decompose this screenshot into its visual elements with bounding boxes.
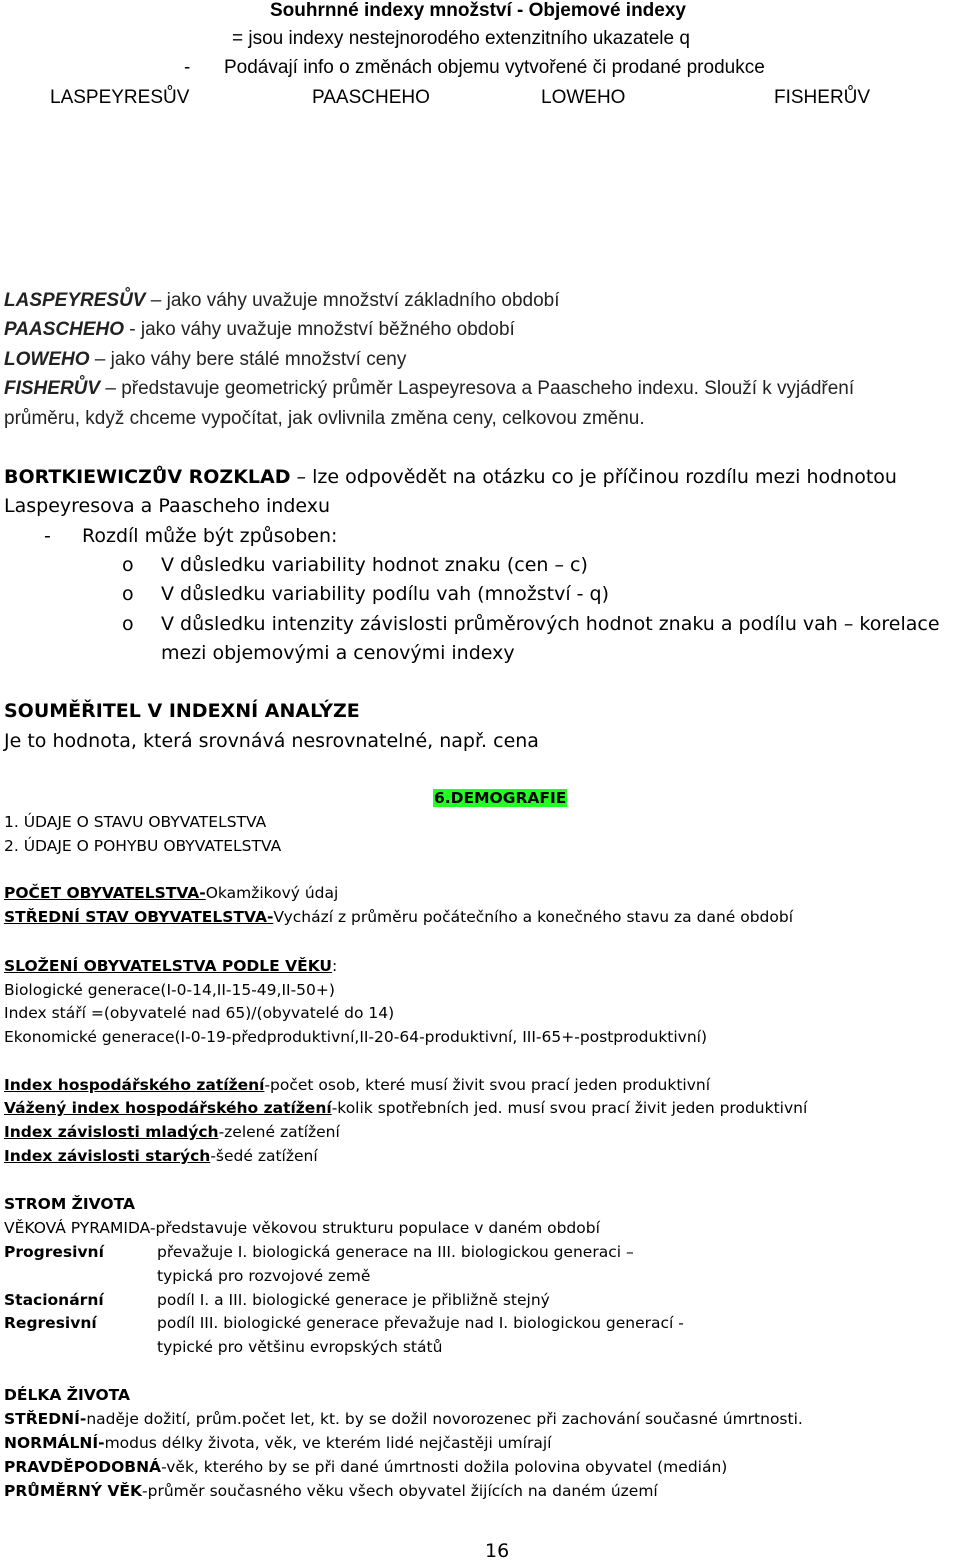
definition-term: PAASCHEHO bbox=[4, 319, 124, 340]
pocet-line bbox=[4, 884, 338, 902]
zatizeni-text: -zelené zatížení bbox=[218, 1123, 340, 1141]
slozeni-heading bbox=[4, 957, 337, 975]
delka-line bbox=[4, 1434, 551, 1452]
delka-term: NORMÁLNÍ- bbox=[4, 1434, 105, 1452]
delka-term: PRŮMĚRNÝ VĚK bbox=[4, 1482, 143, 1500]
bortkiewicz-text: – lze odpovědět na otázku co je příčinou rozdílu mezi hodnotou bbox=[290, 466, 897, 488]
slozeni-colon: : bbox=[332, 957, 338, 975]
stredni-stav-line bbox=[4, 908, 793, 926]
index-name: PAASCHEHO bbox=[312, 87, 430, 108]
stredni-stav-text: Vychází z průměru počátečního a konečného stavu za dané období bbox=[273, 908, 794, 926]
zatizeni-term: Index hospodářského zatížení bbox=[4, 1076, 265, 1094]
pyramid-type-desc: podíl I. a III. biologické generace je přibližně stejný bbox=[157, 1291, 550, 1309]
intro-line: Podávají info o změnách objemu vytvořené či prodané produkce bbox=[224, 57, 765, 78]
definition-line bbox=[4, 349, 406, 371]
pyramid-type-desc: převažuje I. biologická generace na III. biologickou generaci – bbox=[157, 1243, 634, 1261]
zatizeni-term: Index závislosti mladých bbox=[4, 1123, 219, 1141]
stredni-stav-term: STŘEDNÍ STAV OBYVATELSTVA- bbox=[4, 908, 274, 926]
delka-term: STŘEDNÍ- bbox=[4, 1410, 87, 1428]
delka-text: modus délky života, věk, ve kterém lidé nejčastěji umírají bbox=[104, 1434, 552, 1452]
pyramid-type-desc: typické pro většinu evropských států bbox=[157, 1338, 443, 1356]
slozeni-term: SLOŽENÍ OBYVATELSTVA PODLE VĚKU bbox=[4, 957, 333, 975]
delka-heading: DÉLKA ŽIVOTA bbox=[4, 1386, 131, 1404]
definition-text: – jako váhy uvažuje množství základního období bbox=[145, 290, 560, 311]
udaje-item: 2. ÚDAJE O POHYBU OBYVATELSTVA bbox=[4, 837, 282, 855]
chapter-heading bbox=[433, 789, 567, 807]
slozeni-line: Ekonomické generace(I-0-19-předproduktivní,II-20-64-produktivní, III-65+-postproduktivní) bbox=[4, 1028, 708, 1046]
definition-text: – jako váhy bere stálé množství ceny bbox=[89, 349, 407, 370]
definition-term: FISHERŮV bbox=[4, 378, 101, 399]
pyramid-type-desc: typická pro rozvojové země bbox=[157, 1267, 371, 1285]
list-dash: - bbox=[44, 525, 51, 547]
bullet: o bbox=[122, 613, 134, 635]
section-text: Je to hodnota, která srovnává nesrovnatelné, např. cena bbox=[4, 730, 539, 752]
udaje-item: 1. ÚDAJE O STAVU OBYVATELSTVA bbox=[4, 813, 267, 831]
pyramid-type-desc: podíl III. biologické generace převažuje nad I. biologickou generací - bbox=[157, 1314, 684, 1332]
definition-line bbox=[4, 378, 854, 400]
zatizeni-term: Vážený index hospodářského zatížení bbox=[4, 1099, 332, 1117]
definition-text: - jako váhy uvažuje množství běžného období bbox=[124, 319, 515, 340]
list-item: V důsledku variability hodnot znaku (cen – c) bbox=[161, 554, 588, 576]
index-name: LOWEHO bbox=[541, 87, 626, 108]
zatizeni-text: -počet osob, které musí živit svou prací jeden produktivní bbox=[264, 1076, 711, 1094]
pocet-term: POČET OBYVATELSTVA- bbox=[4, 884, 206, 902]
chapter-heading-label: 6.DEMOGRAFIE bbox=[434, 789, 567, 807]
definition-term: LOWEHO bbox=[4, 349, 90, 370]
definition-line: průměru, když chceme vypočítat, jak ovlivnila změna ceny, celkovou změnu. bbox=[4, 408, 645, 429]
delka-line bbox=[4, 1410, 803, 1428]
bullet: o bbox=[122, 583, 134, 605]
slozeni-line: Biologické generace(I-0-14,II-15-49,II-50+) bbox=[4, 981, 335, 999]
definition-line bbox=[4, 290, 560, 312]
bullet: o bbox=[122, 554, 134, 576]
delka-text: -věk, kterého by se při dané úmrtnosti dožila polovina obyvatel (medián) bbox=[161, 1458, 728, 1476]
zatizeni-text: -kolik spotřebních jed. musí svou prací živit jeden produktivní bbox=[331, 1099, 808, 1117]
page-title: Souhrnné indexy množství - Objemové indexy bbox=[270, 0, 686, 21]
zatizeni-line bbox=[4, 1123, 340, 1141]
bortkiewicz-cont: Laspeyresova a Paascheho indexu bbox=[4, 495, 331, 517]
zatizeni-text: -šedé zatížení bbox=[210, 1147, 318, 1165]
pocet-text: Okamžikový údaj bbox=[205, 884, 339, 902]
intro-line: = jsou indexy nestejnorodého extenzitního ukazatele q bbox=[232, 28, 690, 49]
pyramid-type-term: Progresivní bbox=[4, 1243, 104, 1261]
list-item-cont: mezi objemovými a cenovými indexy bbox=[161, 642, 515, 664]
delka-term: PRAVDĚPODOBNÁ bbox=[4, 1458, 162, 1476]
delka-text: naděje dožití, prům.počet let, kt. by se dožil novorozenec při zachování současné úmrtnosti. bbox=[86, 1410, 803, 1428]
definition-term: LASPEYRESŮV bbox=[4, 290, 146, 311]
zatizeni-line bbox=[4, 1147, 318, 1165]
list-item: V důsledku intenzity závislosti průměrových hodnot znaku a podílu vah – korelace bbox=[161, 613, 940, 635]
pyramida-line: VĚKOVÁ PYRAMIDA-představuje věkovou strukturu populace v daném období bbox=[4, 1219, 600, 1237]
pyramid-type-term: Stacionární bbox=[4, 1291, 104, 1309]
section-heading: SOUMĚŘITEL V INDEXNÍ ANALÝZE bbox=[4, 700, 360, 722]
index-name: LASPEYRESŮV bbox=[50, 87, 190, 108]
bortkiewicz-line bbox=[4, 466, 897, 488]
delka-line bbox=[4, 1482, 658, 1500]
zatizeni-line bbox=[4, 1099, 807, 1117]
list-item: V důsledku variability podílu vah (množství - q) bbox=[161, 583, 610, 605]
list-heading: Rozdíl může být způsoben: bbox=[82, 525, 338, 547]
zatizeni-term: Index závislosti starých bbox=[4, 1147, 211, 1165]
slozeni-line: Index stáří =(obyvatelé nad 65)/(obyvatelé do 14) bbox=[4, 1004, 395, 1022]
definition-line bbox=[4, 319, 515, 341]
delka-line bbox=[4, 1458, 727, 1476]
pyramid-type-term: Regresivní bbox=[4, 1314, 97, 1332]
page-number: 16 bbox=[485, 1540, 510, 1562]
index-name: FISHERŮV bbox=[774, 87, 871, 108]
strom-heading: STROM ŽIVOTA bbox=[4, 1195, 135, 1213]
delka-text: -průměr současného věku všech obyvatel žijících na daném území bbox=[142, 1482, 658, 1500]
zatizeni-line bbox=[4, 1076, 710, 1094]
intro-dash: - bbox=[184, 57, 191, 78]
definition-text: – představuje geometrický průměr Laspeyresova a Paascheho indexu. Slouží k vyjádření bbox=[100, 378, 855, 399]
bortkiewicz-term: BORTKIEWICZŮV ROZKLAD bbox=[4, 466, 291, 488]
